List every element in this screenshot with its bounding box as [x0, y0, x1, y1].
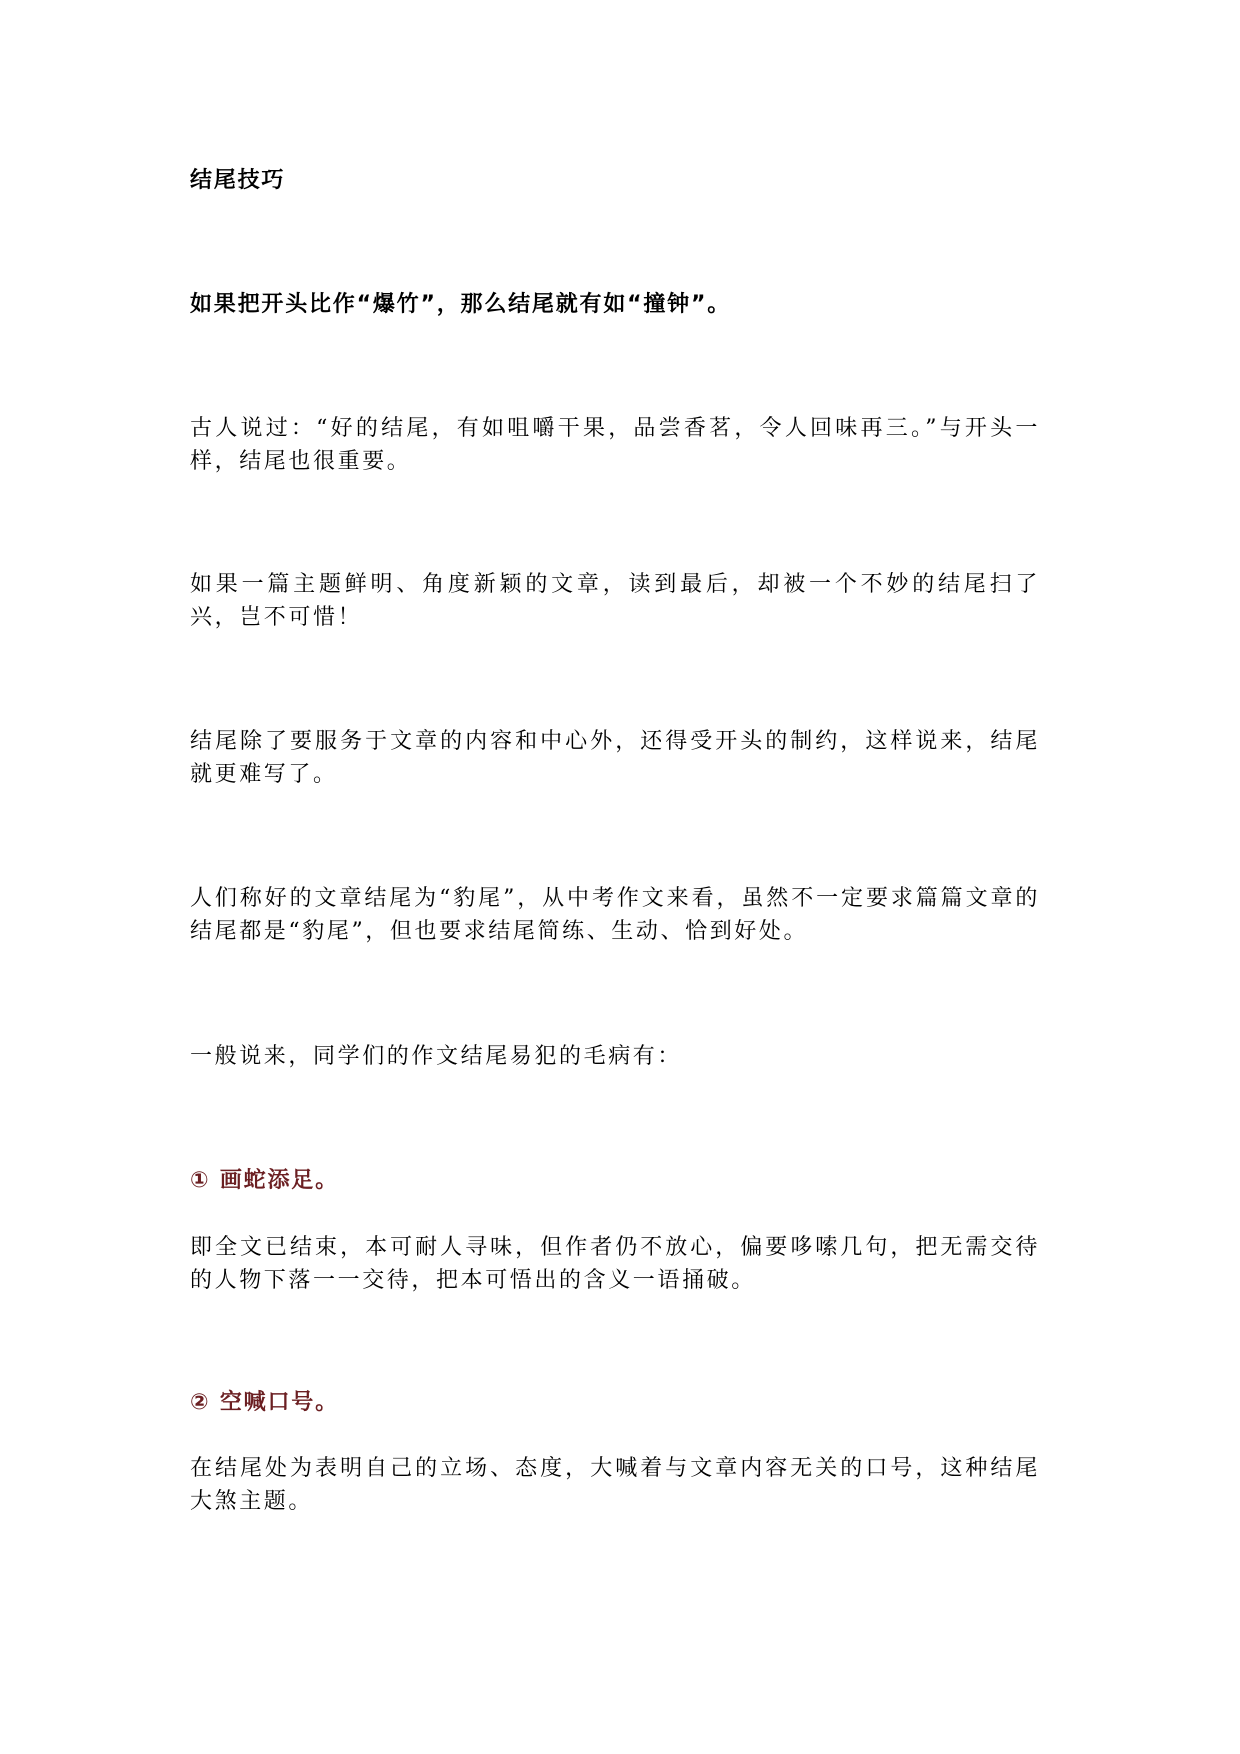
- paragraph-1: 古人说过：“好的结尾，有如咀嚼干果，品尝香茗，令人回味再三。”与开头一样，结尾也很重要。: [190, 416, 1040, 474]
- paragraph-2: 如果一篇主题鲜明、角度新颖的文章，读到最后，却被一个不妙的结尾扫了兴，岂不可惜！: [190, 572, 1040, 630]
- problem-heading-2: ② 空喊口号。: [190, 1390, 339, 1415]
- paragraph-5: 一般说来，同学们的作文结尾易犯的毛病有：: [190, 1044, 683, 1069]
- paragraph-3: 结尾除了要服务于文章的内容和中心外，还得受开头的制约，这样说来，结尾就更难写了。: [190, 729, 1040, 787]
- problem-text-2: 在结尾处为表明自己的立场、态度，大喊着与文章内容无关的口号，这种结尾大煞主题。: [190, 1456, 1040, 1514]
- problem-text-1: 即全文已结束，本可耐人寻味，但作者仍不放心，偏要哆嗦几句，把无需交待的人物下落一一交待，把本可悟出的含义一语捅破。: [190, 1235, 1040, 1293]
- lead-sentence: 如果把开头比作“爆竹”，那么结尾就有如“撞钟”。: [190, 292, 732, 317]
- document-title: 结尾技巧: [190, 168, 286, 193]
- problem-heading-1: ① 画蛇添足。: [190, 1168, 339, 1193]
- paragraph-4: 人们称好的文章结尾为“豹尾”，从中考作文来看，虽然不一定要求篇篇文章的结尾都是“豹尾”，但也要求结尾简练、生动、恰到好处。: [190, 886, 1040, 944]
